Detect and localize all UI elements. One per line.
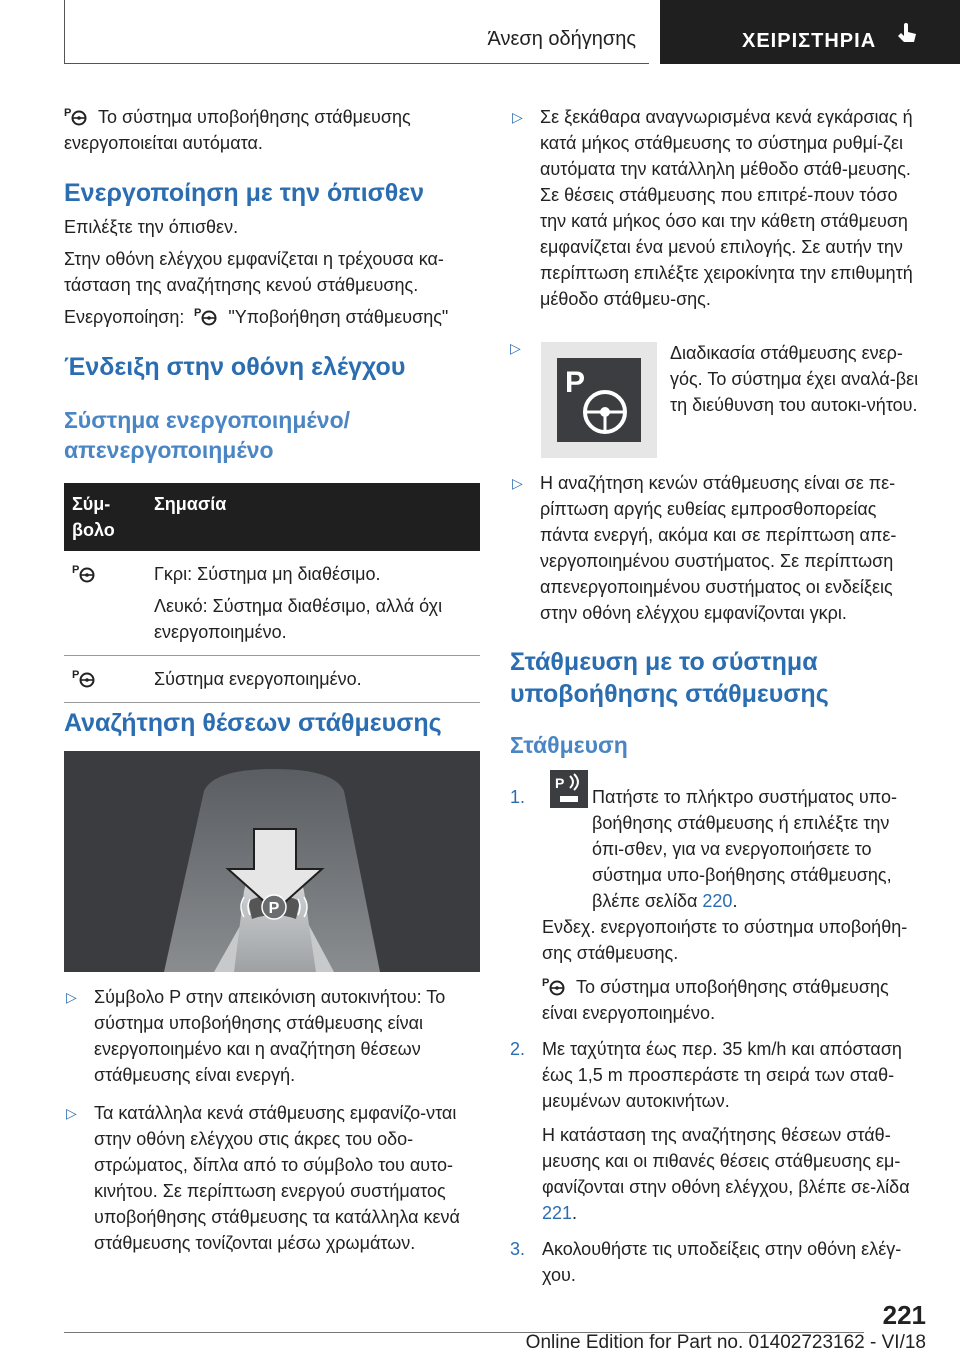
search-active-bullet-list [510,470,926,638]
list-item: ▷ Τα κατάλληλα κενά στάθμευσης εμφανίζο-νται στην οθόνη ελέγχου στις άκρες του οδο-στρώματος, δίπλα από το σύμβολο του αυτο-κινήτου. Σε περίπτωση ενεργού συστήματος υποβοήθησης στάθμευσης τα κατάλληλα κενά στάθμευσης τονίζονται μέσω χρωμάτων. [64,1100,480,1256]
triangle-bullet-icon: ▷ [510,340,521,356]
meaning-cell: Σύστημα ενεργοποιημένο. [146,656,480,703]
step2-text: Με ταχύτητα έως περ. 35 km/h και απόσταση έως 1,5 m προσπεράστε τη σειρά των σταθ-μευμένων αυτοκινήτων. [542,1039,902,1111]
table-row [64,656,480,703]
heading-search-spaces: Αναζήτηση θέσεων στάθμευσης [64,709,442,737]
triangle-bullet-icon: ▷ [66,1105,77,1121]
table-header-row [64,483,480,551]
list-item: 1. P Πατήστε το πλήκτρο συστήματος υπο-βοήθησης στάθμευσης ή επιλέξτε την όπι-σθεν, για να ενεργοποιήσετε το σύστημα υπο-βοήθησης στάθμευσης, βλέπε σελίδα 220. Ενδεχ. ενεργοποιήστε το σύστημα υποβοήθη-σης στάθμευσης. Το σύστημα υποβοήθησης στάθμευσης είναι ενεργοποιημένο. [510,784,926,1026]
park-assist-icon [72,563,96,583]
heading-parking: Στάθμευση [510,732,628,758]
park-assist-icon [542,976,566,996]
park-assist-icon [64,106,88,126]
step1-note: Το σύστημα υποβοήθησης στάθμευσης είναι ενεργοποιημένο. [542,977,889,1023]
triangle-bullet-icon: ▷ [66,989,77,1005]
paragraph-screen-status: Στην οθόνη ελέγχου εμφανίζεται η τρέχουσα κα-τάσταση της αναζήτησης κενού στάθμευσης. [64,249,444,295]
park-assist-button-icon [550,770,588,808]
symbol-table [64,483,480,703]
header-section-title: Άνεση οδήγησης [487,28,636,50]
step-number: 1. [510,787,526,807]
symbol-cell [64,656,146,703]
heading-parking-with-system: Στάθμευση με το σύστημα υποβοήθησης στάθμευσης [510,648,829,708]
list-item [510,1036,926,1226]
chapter-label: ΧΕΙΡΙΣΤΗΡΙΑ [742,30,877,52]
heading-display: Ένδειξη στην οθόνη ελέγχου [64,353,406,381]
step-number: 3. [510,1239,526,1259]
col-meaning-header: Σημασία [146,483,480,551]
steering-active-symbol [541,342,657,458]
method-bullet-list [510,104,926,324]
step1-optional: Ενδεχ. ενεργοποιήστε το σύστημα υποβοήθη-σης στάθμευσης. [542,917,908,963]
park-assist-active-icon [72,668,96,688]
park-assist-icon [194,306,218,326]
header-divider-bottom [64,63,649,64]
intro-paragraph: Το σύστημα υποβοήθησης στάθμευσης ενεργοποιείται αυτόματα. [64,107,411,153]
page-link-220[interactable]: 220 [702,891,733,911]
svg-text:P: P [565,366,586,399]
header-chapter-badge [660,0,960,64]
car-p-symbol: P [268,900,280,917]
parking-steps [510,775,926,1298]
list-item: ▷ Σε ξεκάθαρα αναγνωρισμένα κενά εγκάρσιας ή κατά μήκος στάθμευσης το σύστημα ρυθμί-ζει αυτόματα την κατάλληλη μέθοδο στάθ-μευσης. Σε θέσεις στάθμευσης που επιτρέ-πουν τόσο την κατά μήκος όσο και την κάθετη στάθμευση εμφανίζεται ένα μενού επιλογής. Σε αυτήν την περίπτωση επιλέξτε χειροκίνητα την επιθυμητή μέθοδο στάθμευ-σης. [510,104,926,312]
col-symbol-header: Σύμ-βολο [64,483,146,551]
triangle-bullet-icon: ▷ [512,109,523,125]
list-item: ▷ Σύμβολο P στην απεικόνιση αυτοκινήτου: Το σύστημα υποβοήθησης στάθμευσης είναι ενεργοποιημένο και η αναζήτηση θέσεων στάθμευσης είναι ενεργή. [64,984,480,1088]
svg-text:P: P [555,775,565,791]
steering-wheel-icon [541,342,657,458]
step3-text: Ακολουθήστε τις υποδείξεις στην οθόνη ελέγ-χου. [542,1239,902,1285]
parking-search-illustration [64,751,480,972]
list-item [510,1236,926,1288]
paragraph-activation-menu: Ενεργοποίηση: "Υποβοήθηση στάθμευσης" [64,307,449,327]
page-link-221[interactable]: 221 [542,1203,573,1223]
list-item: ▷ Η αναζήτηση κενών στάθμευσης είναι σε πε-ρίπτωση αργής ευθείας εμπροσθοπορείας πάντα ενεργή, ακόμα και σε περίπτωση απε-νεργοποιημένου συστήματος. Σε περίπτωση απενεργοποιημένου συστήματος οι ενδείξεις στην οθόνη ελέγχου εμφανίζονται γκρι. [510,470,926,626]
paragraph-select-reverse: Επιλέξτε την όπισθεν. [64,217,239,237]
meaning-cell [146,551,480,656]
heading-activation-reverse: Ενεργοποίηση με την όπισθεν [64,179,425,207]
meaning-white: Λευκό: Σύστημα διαθέσιμο, αλλά όχι ενεργοποιημένο. [154,596,443,642]
page-number: 221 [882,1300,926,1330]
meaning-grey: Γκρι: Σύστημα μη διαθέσιμο. [154,564,381,584]
triangle-bullet-icon: ▷ [512,475,523,491]
table-row [64,551,480,656]
heading-system-status: Σύστημα ενεργοποιημένο/ απενεργοποιημένο [64,407,351,463]
pointing-hand-icon [894,22,920,48]
symbol-cell [64,551,146,656]
footer-edition: Online Edition for Part no. 01402723162 - VI/18 [525,1332,926,1353]
step-number: 2. [510,1039,526,1059]
search-bullet-list [64,984,480,1268]
paragraph-steering-active: Διαδικασία στάθμευσης ενερ-γός. Το σύστημα έχει αναλά-βει τη διεύθυνση του αυτοκι-νήτου. [670,343,919,415]
car-display-graphic [64,751,480,972]
step2-status: Η κατάσταση της αναζήτησης θέσεων στάθ-μευσης και οι πιθανές θέσεις στάθμευσης εμ-φανίζονται στην οθόνη ελέγχου, βλέπε σε-λίδα 221. [542,1125,910,1223]
